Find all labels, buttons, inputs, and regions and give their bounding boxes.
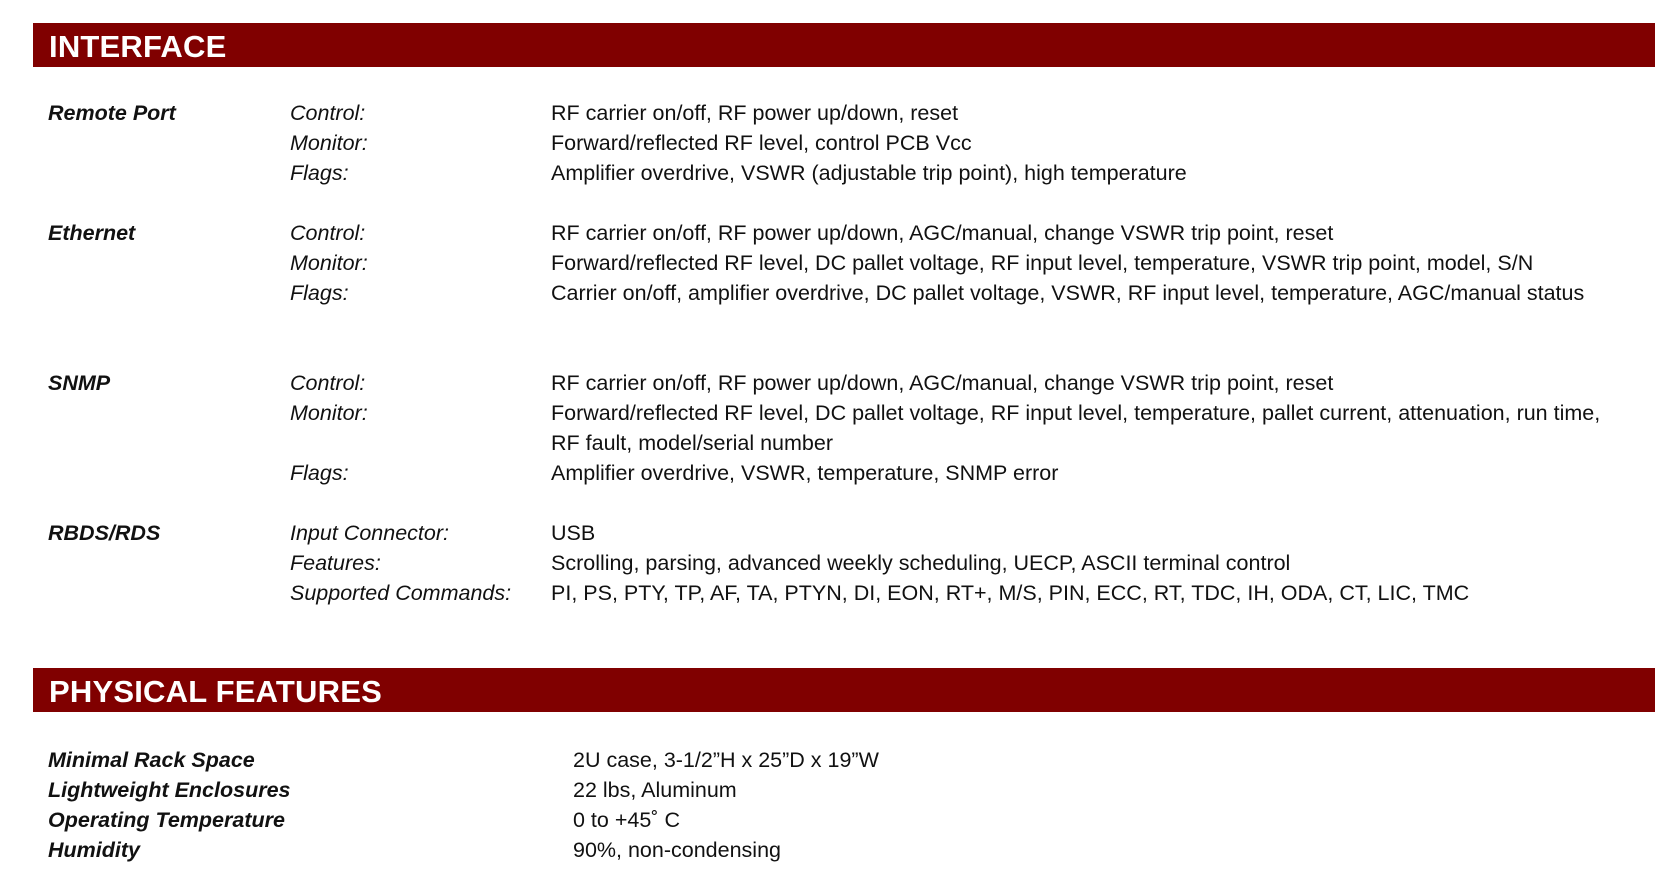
group-title-snmp: SNMP	[48, 371, 111, 395]
item-label: Monitor:	[290, 251, 368, 275]
physical-feature-value: 90%, non-condensing	[573, 838, 781, 862]
physical-feature-value: 22 lbs, Aluminum	[573, 778, 737, 802]
physical-features-section-header	[33, 668, 1655, 712]
physical-feature-label: Lightweight Enclosures	[48, 778, 291, 802]
item-value: USB	[551, 521, 596, 545]
item-value: Forward/reflected RF level, DC pallet voltage, RF input level, temperature, VSWR trip point, model, S/N	[551, 251, 1534, 275]
group-title-remote-port: Remote Port	[48, 101, 176, 125]
item-value: Carrier on/off, amplifier overdrive, DC pallet voltage, VSWR, RF input level, temperature, AGC/manual status	[551, 281, 1585, 305]
group-title-rbds-rds: RBDS/RDS	[48, 521, 161, 545]
physical-feature-label: Humidity	[48, 838, 140, 862]
item-value: RF carrier on/off, RF power up/down, AGC/manual, change VSWR trip point, reset	[551, 221, 1334, 245]
item-label: Features:	[290, 551, 381, 575]
group-title-ethernet: Ethernet	[48, 221, 136, 245]
physical-feature-label: Operating Temperature	[48, 808, 285, 832]
item-label: Supported Commands:	[290, 581, 512, 605]
item-label: Input Connector:	[290, 521, 449, 545]
physical-feature-label: Minimal Rack Space	[48, 748, 255, 772]
item-value: Amplifier overdrive, VSWR (adjustable trip point), high temperature	[551, 161, 1187, 185]
physical-features-section-title: PHYSICAL FEATURES	[49, 673, 382, 709]
item-value: Forward/reflected RF level, DC pallet voltage, RF input level, temperature, pallet current, attenuation, run time, RF fault, model/serial number	[551, 401, 1601, 455]
physical-feature-value: 0 to +45˚ C	[573, 808, 680, 832]
item-label: Control:	[290, 371, 366, 395]
item-label: Control:	[290, 101, 366, 125]
physical-feature-value: 2U case, 3-1/2”H x 25”D x 19”W	[573, 748, 879, 772]
item-label: Monitor:	[290, 401, 368, 425]
interface-section-header	[33, 23, 1655, 67]
interface-section-title: INTERFACE	[49, 28, 227, 64]
item-label: Control:	[290, 221, 366, 245]
item-label: Flags:	[290, 461, 349, 485]
item-label: Monitor:	[290, 131, 368, 155]
item-value: Amplifier overdrive, VSWR, temperature, SNMP error	[551, 461, 1059, 485]
item-value: RF carrier on/off, RF power up/down, AGC/manual, change VSWR trip point, reset	[551, 371, 1334, 395]
item-value: PI, PS, PTY, TP, AF, TA, PTYN, DI, EON, RT+, M/S, PIN, ECC, RT, TDC, IH, ODA, CT, LIC, TMC	[551, 581, 1470, 605]
item-label: Flags:	[290, 161, 349, 185]
item-value: RF carrier on/off, RF power up/down, reset	[551, 101, 959, 125]
item-value: Forward/reflected RF level, control PCB Vcc	[551, 131, 972, 155]
item-value: Scrolling, parsing, advanced weekly scheduling, UECP, ASCII terminal control	[551, 551, 1291, 575]
item-label: Flags:	[290, 281, 349, 305]
